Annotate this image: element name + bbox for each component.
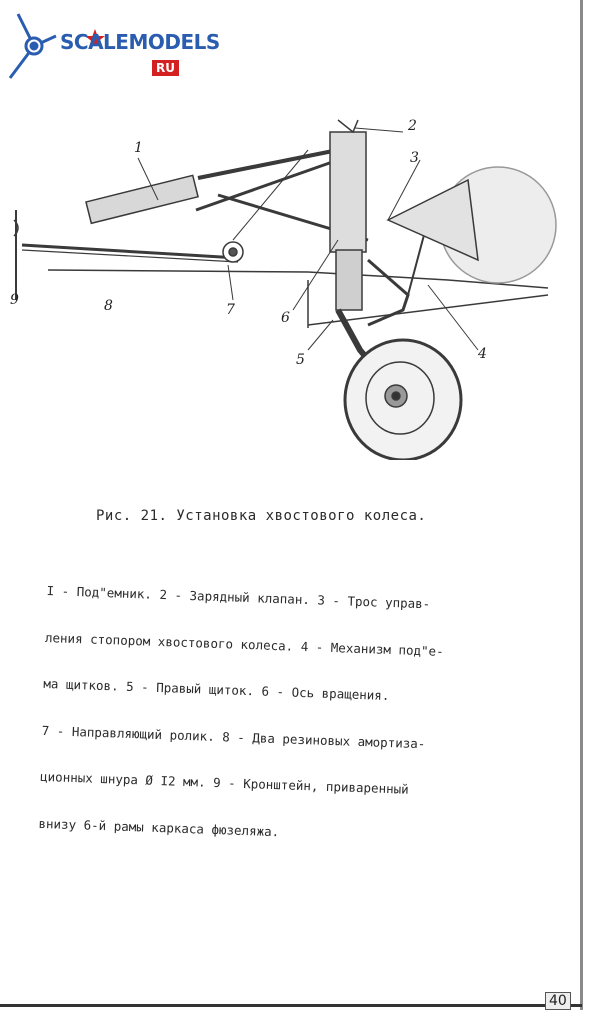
tail-wheel-drawing <box>8 110 578 460</box>
callout-1: 1 <box>134 140 143 156</box>
callout-9: 9 <box>10 292 19 308</box>
callout-4: 4 <box>478 346 487 362</box>
legend-line: ления стопором хвостового колеса. 4 - Механизм под"е- <box>44 629 444 659</box>
callout-7: 7 <box>226 302 235 318</box>
logo-domain-badge: RU <box>152 60 179 76</box>
site-logo[interactable] <box>6 8 220 83</box>
legend-line: I - Под"емник. 2 - Зарядный клапан. 3 - Трос управ- <box>46 582 431 612</box>
legend-line: 7 - Направляющий ролик. 8 - Два резиновых амортиза- <box>41 722 426 751</box>
callout-6: 6 <box>281 310 290 326</box>
legend-line: внизу 6-й рамы каркаса фюзеляжа. <box>38 815 280 839</box>
figure-legend <box>38 552 568 864</box>
page-edge-right <box>580 0 583 1010</box>
legend-line: ционных шнура Ø I2 мм. 9 - Кронштейн, приваренный <box>39 768 409 797</box>
logo-wordmark: SCALEMODELS <box>60 30 220 54</box>
legend-line: ма щитков. 5 - Правый щиток. 6 - Ось вращения. <box>43 675 390 703</box>
callout-2: 2 <box>408 118 417 134</box>
figure-caption: Рис. 21. Установка хвостового колеса. <box>96 508 427 524</box>
callout-3: 3 <box>410 150 419 166</box>
callout-5: 5 <box>296 352 305 368</box>
propeller-icon <box>6 8 66 83</box>
callout-8: 8 <box>104 298 113 314</box>
drawing-svg <box>8 110 578 460</box>
page-edge-bottom <box>0 1004 582 1007</box>
page-number: 40 <box>545 992 571 1010</box>
